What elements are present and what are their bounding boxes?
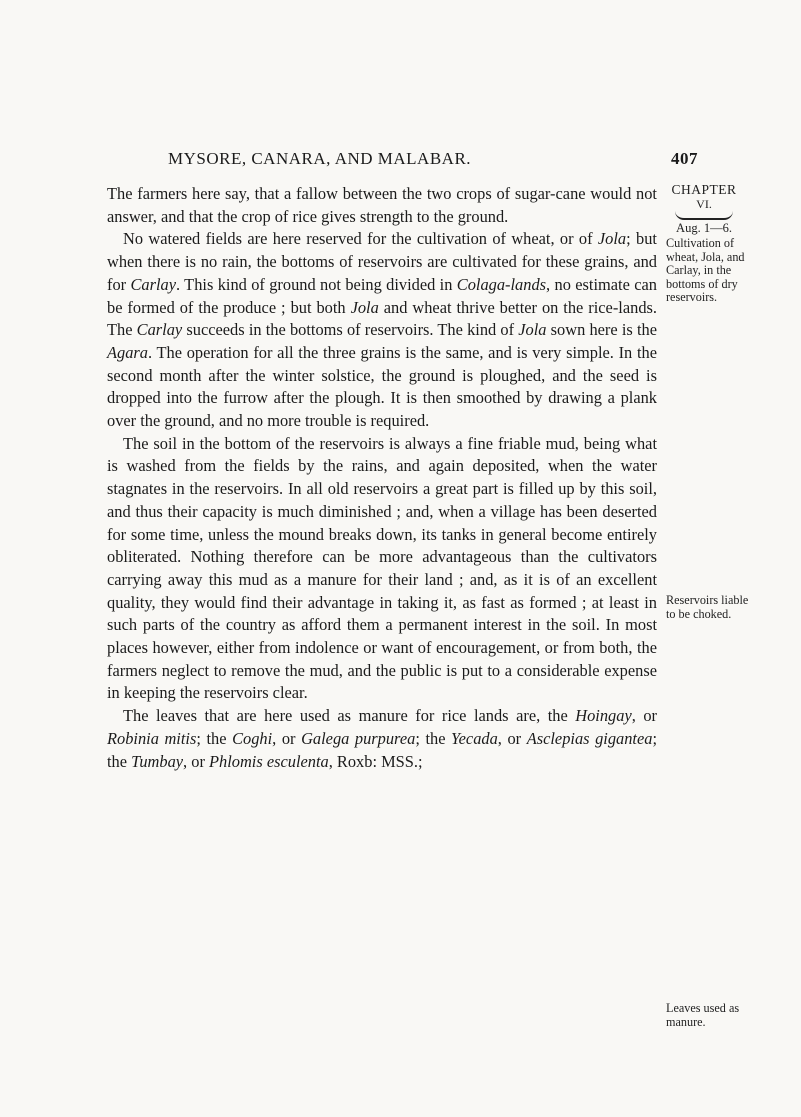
paragraph-2: [107, 228, 657, 432]
italic-term: Hoingay: [575, 706, 632, 726]
italic-term: Jola: [597, 229, 627, 249]
italic-term: Colaga-lands: [456, 274, 547, 294]
sidenote-leaves: Leaves used as manure.: [666, 1001, 740, 1029]
text-run: and wheat thrive better on the rice-lands. The: [107, 297, 657, 340]
brace-ornament: [675, 211, 733, 220]
text-run: , or: [183, 751, 209, 771]
italic-term: Yecada: [451, 728, 498, 748]
text-run: The leaves that are here used as manure for rice lands are, the: [123, 706, 576, 726]
text-run: . This kind of ground not being divided in: [176, 274, 457, 294]
text-run: . The operation for all the three grains is the same, and is very simple. In the second month after the winter solstice, the ground is ploughed, and the seed is dropped into the furrow after the plough. It is then smoothed by drawing a plank over the ground, and no more trouble is required.: [107, 342, 657, 431]
text-run: ; the: [196, 728, 233, 748]
sidenote-cultivation: Cultivation of wheat, Jola, and Carlay, in the bottoms of dry reservoirs.: [666, 236, 745, 305]
italic-term: Carlay: [130, 274, 177, 294]
italic-term: Robinia mitis: [107, 728, 197, 748]
text-run: ; but when there is no rain, the bottoms of reservoirs are cultivated for these grains, and for: [107, 229, 657, 294]
text-run: , or: [497, 728, 527, 748]
italic-term: Jola: [518, 320, 547, 340]
paragraph-3: The soil in the bottom of the reservoirs is always a fine friable mud, being what is washed from the fields by the rains, and again deposited, when the water stagnates in the reservoirs. In all old reservoirs a great part is filled up by this soil, and thus their capacity is much diminished ; and, when a village has been deserted for some time, unless the mound breaks down, its tanks in general become entirely obliterated. Nothing therefore can be more advantageous than the cultivators carrying away this mud as a manure for their land ; and, as it is of an excellent quality, they would find their advantage in taking it, as fast as formed ; at least in such parts of the country as afford them a permanent interest in the soil. In most places however, either from indolence or want of encouragement, or from both, the farmers neglect to remove the mud, and the public is put to a considerable expense in keeping the reservoirs clear.: [107, 433, 657, 703]
italic-term: Agara: [107, 342, 148, 362]
chapter-label: CHAPTER: [671, 182, 737, 197]
italic-term: Carlay: [136, 320, 183, 340]
italic-term: Galega purpurea: [301, 728, 416, 748]
chapter-dates: Aug. 1—6.: [676, 221, 732, 236]
italic-term: Tumbay: [131, 751, 184, 771]
italic-term: Phlomis esculenta: [209, 751, 329, 771]
text-run: ; the: [107, 728, 658, 771]
paragraph-1: The farmers here say, that a fallow between the two crops of sugar-cane would not answer, and that the crop of rice gives strength to the ground.: [107, 184, 657, 226]
text-run: No watered fields are here reserved for the cultivation of wheat, or of: [123, 229, 598, 249]
sidenote-reservoirs: Reservoirs liable to be choked.: [666, 593, 749, 621]
italic-term: Jola: [350, 297, 379, 317]
text-run: , no estimate can be formed of the produce ; but both: [107, 274, 657, 317]
page-number: 407: [671, 149, 698, 168]
main-text: [107, 183, 657, 773]
italic-term: Asclepias gigantea: [526, 728, 653, 748]
italic-term: Coghi: [232, 728, 273, 748]
text-run: sown here is the: [546, 320, 657, 340]
text-run: ; the: [415, 728, 452, 748]
text-run: , Roxb: MSS.;: [328, 751, 423, 771]
text-run: , or: [272, 728, 302, 748]
chapter-marker: [664, 183, 744, 236]
paragraph-4: [107, 705, 657, 773]
chapter-number: VI.: [696, 196, 712, 211]
header-title: MYSORE, CANARA, AND MALABAR.: [168, 149, 472, 168]
text-run: succeeds in the bottoms of reservoirs. The kind of: [182, 320, 519, 340]
text-run: , or: [631, 706, 657, 726]
